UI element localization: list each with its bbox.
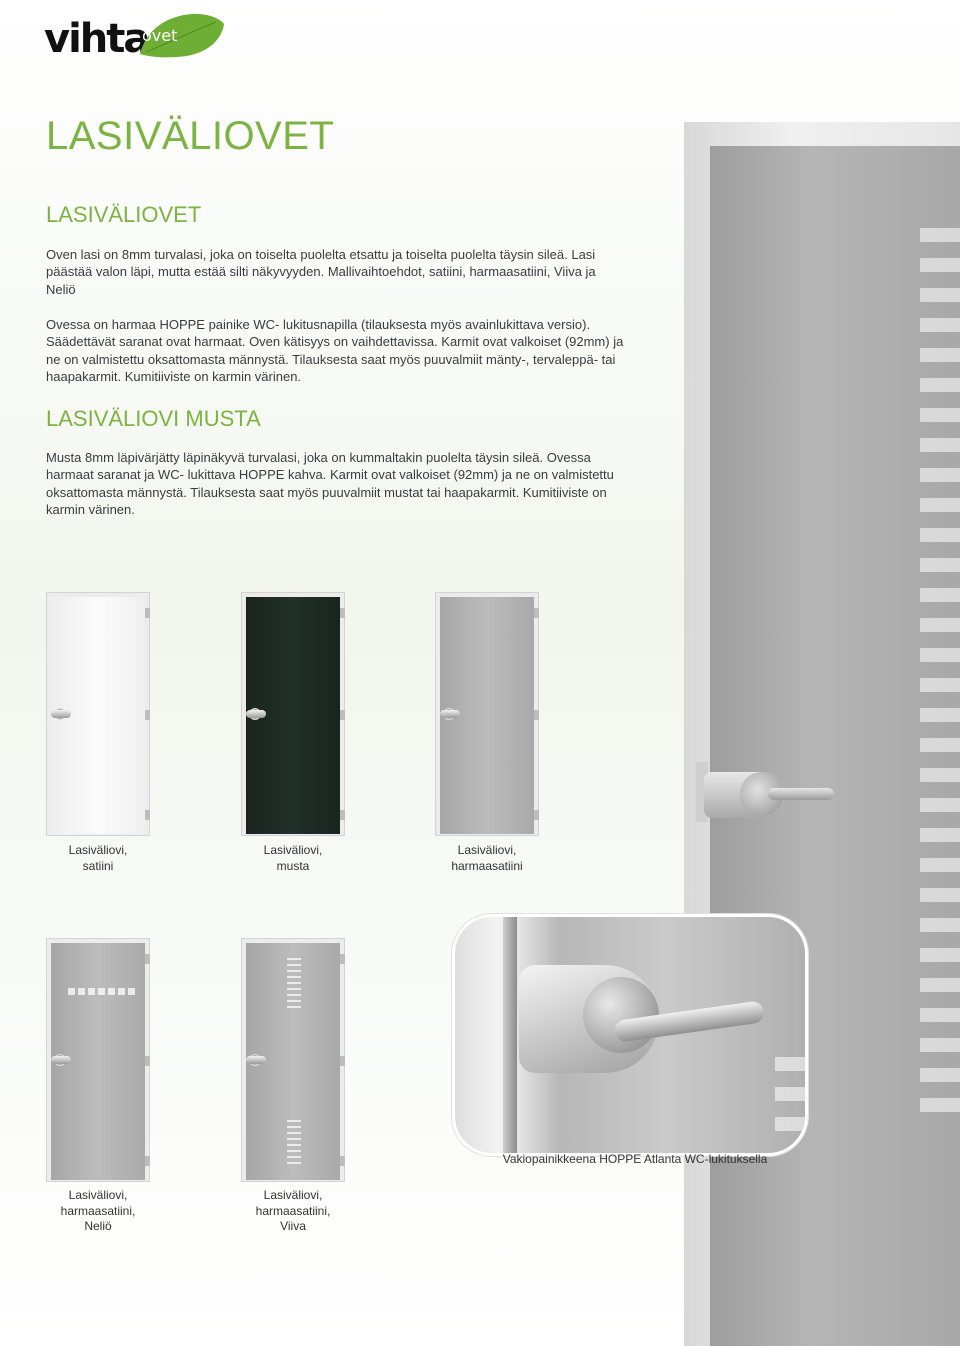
door-handle-icon	[440, 710, 460, 718]
section-title-musta: LASIVÄLIOVI MUSTA	[46, 406, 261, 431]
brand-sub: ovet	[142, 26, 178, 45]
handle-closeup-image	[452, 914, 808, 1156]
door-handle-icon	[51, 710, 71, 718]
door-musta-image	[241, 592, 345, 836]
door-caption-harmaasatiini: Lasiväliovi, harmaasatiini	[451, 843, 523, 873]
door-harmaasatiini-image	[435, 592, 539, 836]
section-paragraph: Musta 8mm läpivärjätty läpinäkyvä turvalasi, joka on kummaltakin puolelta täysin sileä. Ovessa harmaat saranat ja WC- lukittava HOPPE kahva. Karmit ovat valkoiset (92mm) ja ne on valmistettu oksattomasta männystä. Tilauksesta saat myös puuvalmiit mustat tai haapakarmit. Kumitiiviste on karmin värinen.	[46, 450, 614, 517]
door-handle-icon	[51, 1056, 71, 1064]
door-nelio-image	[46, 938, 150, 1182]
door-satiini-image	[46, 592, 150, 836]
section-paragraph: Oven lasi on 8mm turvalasi, joka on toiselta puolelta etsattu ja toiselta puolelta täysin sileä. Lasi päästää valon läpi, mutta estää silti näkyvyyden. Mallivaihtoehdot, satiini, harmaasatiini, Viiva ja Neliö	[46, 247, 596, 297]
brand-wordmark: vihta	[44, 16, 149, 62]
section-paragraph: Ovessa on harmaa HOPPE painike WC- lukitusnapilla (tilauksesta myös avainlukittava versio). Säädettävät saranat ovat harmaat. Oven kätisyys on vaihdettavissa. Karmit ovat valkoiset (92mm) ja ne on valmistettu oksattomasta männystä. Tilauksesta saat myös puuvalmiit mänty-, tervaleppä- tai haapakarmit. Kumitiiviste on karmin värinen.	[46, 317, 624, 384]
door-caption-musta: Lasiväliovi, musta	[263, 843, 323, 873]
brand-logo	[44, 10, 194, 60]
door-handle-icon	[246, 710, 266, 718]
door-handle-icon	[768, 788, 834, 800]
door-caption-viiva: Lasiväliovi, harmaasatiini, Viiva	[255, 1188, 331, 1233]
door-caption-nelio: Lasiväliovi, harmaasatiini, Neliö	[60, 1188, 136, 1233]
page-title: LASIVÄLIOVET	[46, 114, 335, 158]
door-viiva-image	[241, 938, 345, 1182]
handle-closeup-caption: Vakiopainikkeena HOPPE Atlanta WC-lukituksella	[502, 1152, 768, 1166]
section-title-lasiväliovet: LASIVÄLIOVET	[46, 202, 202, 227]
door-caption-satiini: Lasiväliovi, satiini	[68, 843, 128, 873]
door-handle-icon	[246, 1056, 266, 1064]
